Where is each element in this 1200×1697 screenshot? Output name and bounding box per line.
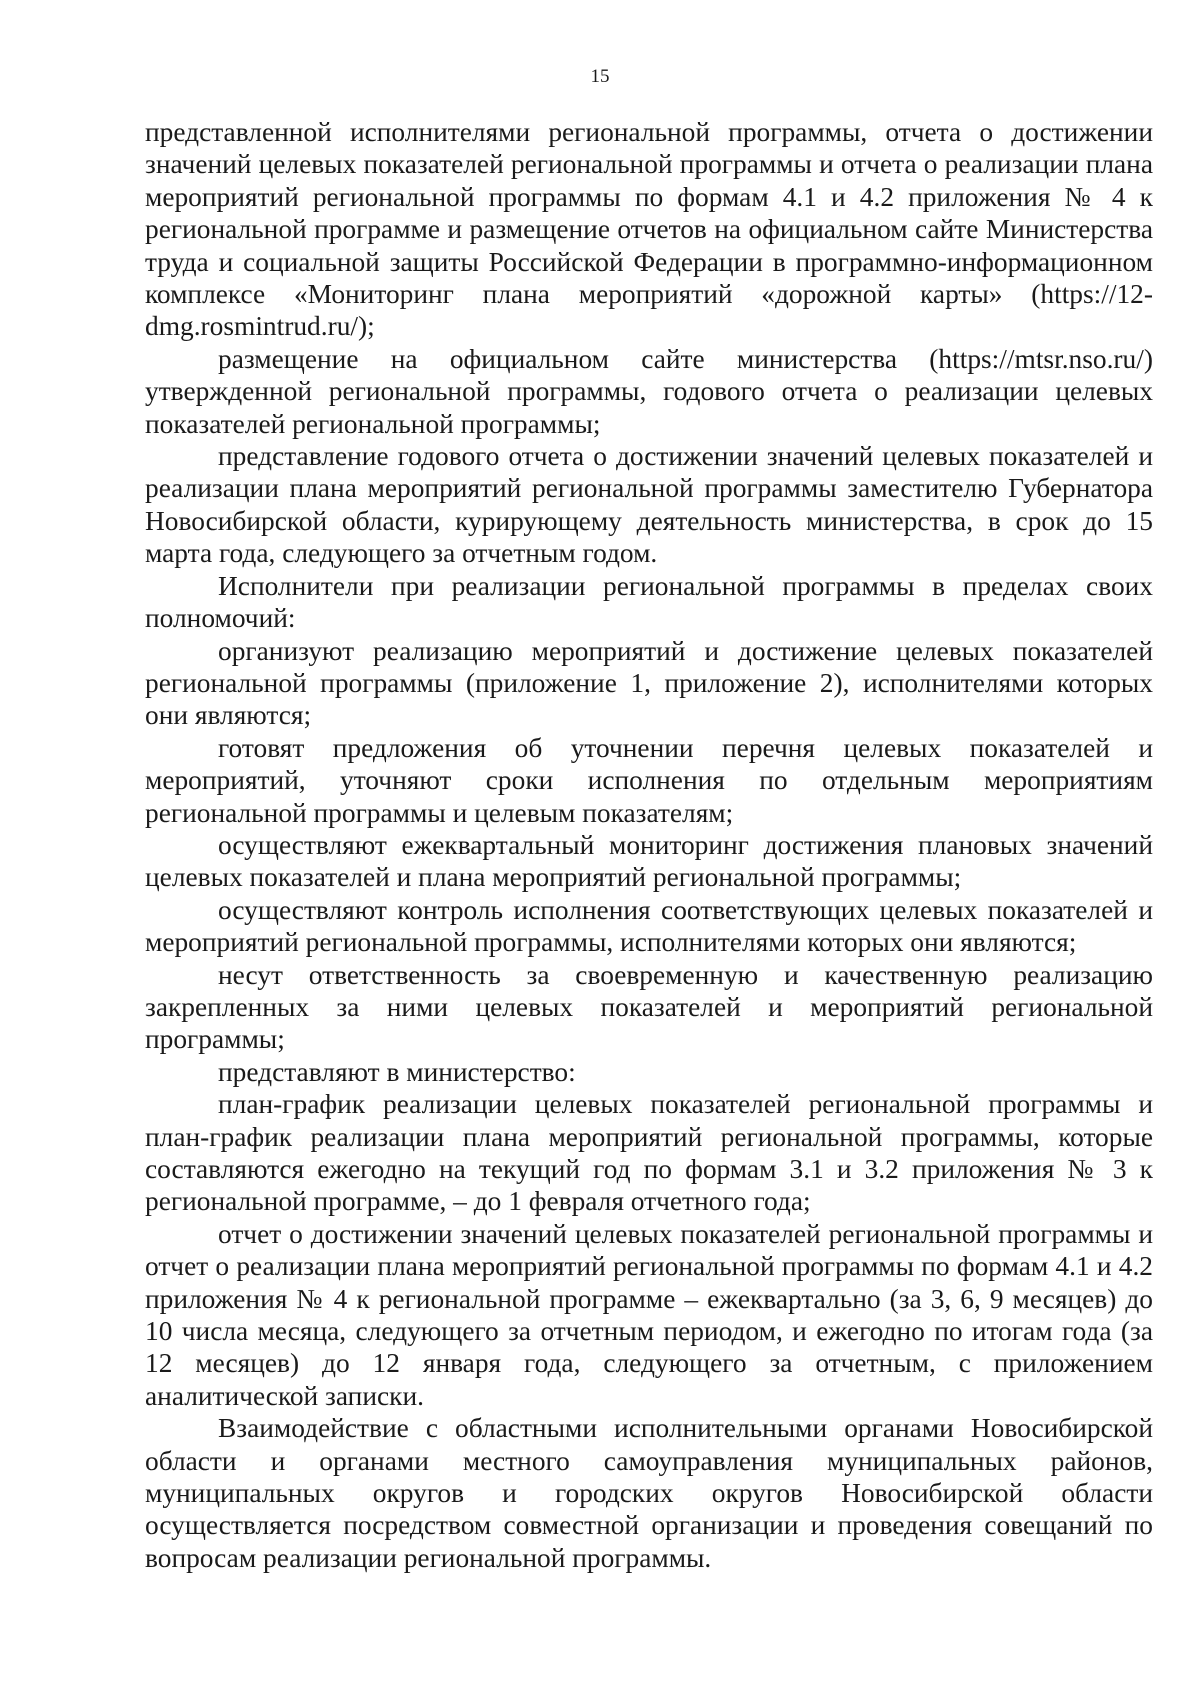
paragraph-1: представленной исполнителями региональной программы, отчета о достижении значений целевых показателей региональной программы и отчета о реализации плана мероприятий региональной программы по формам 4.1 и 4.2 приложения № 4 к региональной программе и размещение отчетов на официальном сайте Министерства труда и социальной защиты Российской Федерации в программно-информационном комплексе «Мониторинг плана мероприятий «дорожной карты» (https://12-dmg.rosmintrud.ru/);: [145, 117, 1153, 342]
paragraph-6: готовят предложения об уточнении перечня целевых показателей и мероприятий, уточняют сроки исполнения по отдельным мероприятиям региональной программы и целевым показателям;: [145, 732, 1153, 828]
paragraph-4: Исполнители при реализации региональной программы в пределах своих полномочий:: [145, 570, 1153, 634]
paragraph-12: отчет о достижении значений целевых показателей региональной программы и отчет о реализации плана мероприятий региональной программы по формам 4.1 и 4.2 приложения № 4 к региональной программе – ежеквартально (за 3, 6, 9 месяцев) до 10 числа месяца, следующего за отчетным периодом, и ежегодно по итогам года (за 12 месяцев) до 12 января года, следующего за отчетным, с приложением аналитической записки.: [145, 1218, 1153, 1411]
paragraph-5: организуют реализацию мероприятий и достижение целевых показателей региональной программы (приложение 1, приложение 2), исполнителями которых они являются;: [145, 635, 1153, 731]
paragraph-8: осуществляют контроль исполнения соответствующих целевых показателей и мероприятий региональной программы, исполнителями которых они являются;: [145, 894, 1153, 958]
document-body: [145, 116, 1153, 1574]
paragraph-10: представляют в министерство:: [218, 1056, 576, 1087]
paragraph-9: несут ответственность за своевременную и качественную реализацию закрепленных за ними целевых показателей и мероприятий региональной программы;: [145, 959, 1153, 1055]
paragraph-3: представление годового отчета о достижении значений целевых показателей и реализации плана мероприятий региональной программы заместителю Губернатора Новосибирской области, курирующему деятельность министерства, в срок до 15 марта года, следующего за отчетным годом.: [145, 441, 1153, 569]
paragraph-7: осуществляют ежеквартальный мониторинг достижения плановых значений целевых показателей и плана мероприятий региональной программы;: [145, 829, 1153, 893]
paragraph-13: Взаимодействие с областными исполнительными органами Новосибирской области и органами местного самоуправления муниципальных районов, муниципальных округов и городских округов Новосибирской области осуществляется посредством совместной организации и проведения совещаний по вопросам реализации региональной программы.: [145, 1413, 1153, 1573]
page-number: 15: [590, 66, 610, 87]
paragraph-2: размещение на официальном сайте министерства (https://mtsr.nso.ru/) утвержденной региональной программы, годового отчета о реализации целевых показателей региональной программы;: [145, 343, 1153, 439]
paragraph-11: план-график реализации целевых показателей региональной программы и план-график реализации плана мероприятий региональной программы, которые составляются ежегодно на текущий год по формам 3.1 и 3.2 приложения № 3 к региональной программе, – до 1 февраля отчетного года;: [145, 1089, 1153, 1217]
